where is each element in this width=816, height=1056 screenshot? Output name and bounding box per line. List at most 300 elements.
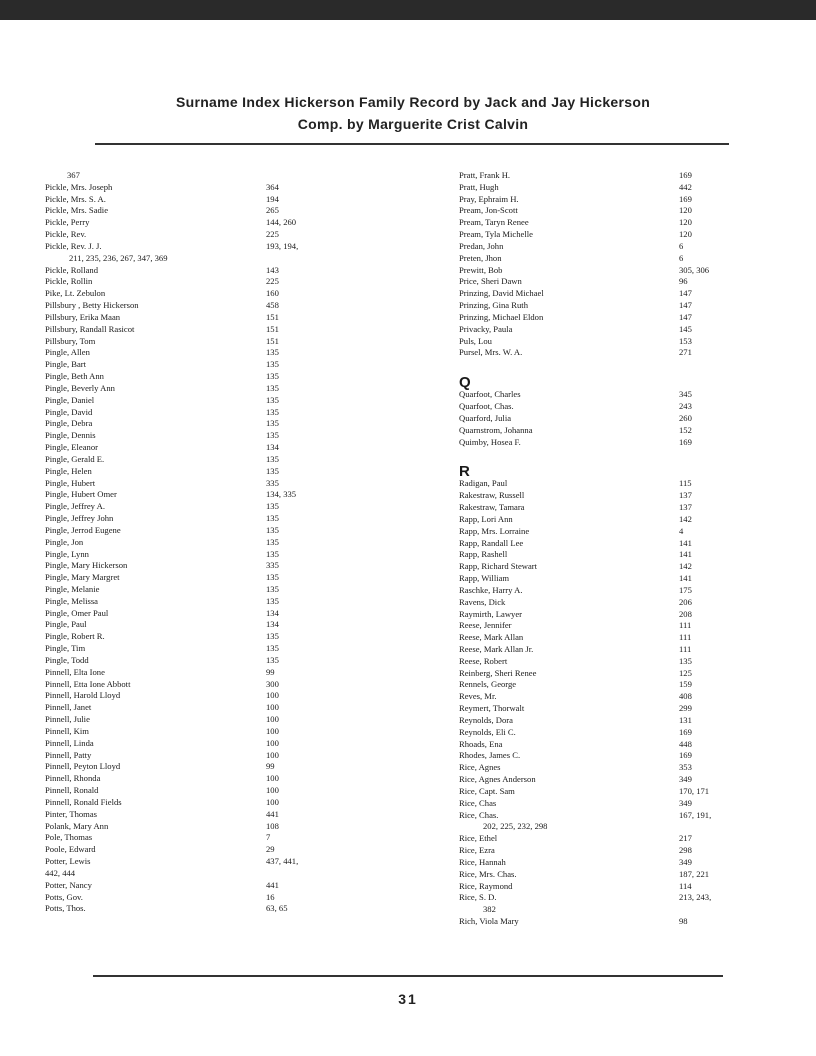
- entry-name: Rice, Hannah: [459, 856, 506, 867]
- entry-name: Pingle, Paul: [45, 619, 87, 630]
- index-entry: [45, 856, 395, 868]
- entry-pages: 115: [679, 478, 692, 489]
- entry-name: Pream, Jon-Scott: [459, 205, 518, 216]
- entry-pages: 213, 243,: [679, 892, 712, 903]
- index-entry: [45, 359, 395, 371]
- index-entry: [459, 916, 779, 928]
- entry-pages: 111: [679, 632, 692, 643]
- index-entry: [459, 514, 779, 526]
- index-entry: [459, 502, 779, 514]
- index-entry: [459, 389, 779, 401]
- entry-name: Pingle, Omer Paul: [45, 607, 109, 618]
- entry-name: Pingle, Allen: [45, 347, 90, 358]
- entry-pages: 100: [266, 725, 279, 736]
- entry-pages: 7: [266, 832, 271, 843]
- entry-pages: 145: [679, 323, 692, 334]
- index-entry: [45, 679, 395, 691]
- entry-name: Pingle, David: [45, 406, 93, 417]
- index-entry: [45, 513, 395, 525]
- index-entry: [459, 347, 779, 359]
- entry-pages: 120: [679, 205, 692, 216]
- entry-name: Reynolds, Dora: [459, 714, 513, 725]
- entry-pages: 135: [266, 382, 279, 393]
- entry-name: Rich, Viola Mary: [459, 916, 519, 927]
- index-entry: [45, 324, 395, 336]
- entry-pages: 135: [266, 359, 279, 370]
- entry-pages: 135: [679, 655, 692, 666]
- entry-name: Prinzing, Michael Eldon: [459, 311, 544, 322]
- index-entry: [459, 217, 779, 229]
- entry-pages: 271: [679, 347, 692, 358]
- entry-name: Pingle, Jeffrey A.: [45, 501, 105, 512]
- entry-name: Rapp, Mrs. Lorraine: [459, 525, 530, 536]
- entry-pages: 114: [679, 880, 692, 891]
- entry-pages: 335: [266, 560, 279, 571]
- index-entry: [45, 407, 395, 419]
- entry-name: Quarfoot, Charles: [459, 389, 521, 400]
- entry-pages: 135: [266, 548, 279, 559]
- entry-pages: 120: [679, 217, 692, 228]
- entry-pages: 135: [266, 572, 279, 583]
- entry-name: Prinzing, Gina Ruth: [459, 300, 528, 311]
- entry-pages: 135: [266, 654, 279, 665]
- entry-name: Rapp, Richard Stewart: [459, 561, 538, 572]
- entry-pages: 144, 260: [266, 217, 297, 228]
- entry-pages: 135: [266, 513, 279, 524]
- entry-pages: 169: [679, 193, 692, 204]
- index-entry: [45, 797, 395, 809]
- entry-pages: 206: [679, 596, 692, 607]
- index-entry: [45, 584, 395, 596]
- entry-name: Rice, Mrs. Chas.: [459, 868, 517, 879]
- entry-pages: 100: [266, 714, 279, 725]
- entry-name: Pinnell, Janet: [45, 702, 92, 713]
- entry-name: 202, 225, 232, 298: [483, 821, 548, 832]
- entry-pages: 349: [679, 856, 692, 867]
- entry-name: Reinberg, Sheri Renee: [459, 667, 537, 678]
- index-entry: [459, 312, 779, 324]
- index-entry: [45, 525, 395, 537]
- entry-pages: 111: [679, 620, 692, 631]
- index-entry: [45, 726, 395, 738]
- index-entry: [459, 276, 779, 288]
- entry-pages: 151: [266, 311, 279, 322]
- entry-name: Pinnell, Peyton Lloyd: [45, 761, 121, 772]
- index-entry: [459, 182, 779, 194]
- entry-pages: 6: [679, 252, 684, 263]
- entry-name: Potts, Gov.: [45, 891, 83, 902]
- index-entry: [459, 904, 779, 916]
- entry-name: Pingle, Robert R.: [45, 631, 105, 642]
- entry-name: Pingle, Todd: [45, 654, 89, 665]
- index-entry: [459, 336, 779, 348]
- entry-pages: 152: [679, 424, 692, 435]
- index-entry: [459, 774, 779, 786]
- entry-pages: 100: [266, 749, 279, 760]
- entry-pages: 147: [679, 288, 692, 299]
- index-entry: [45, 194, 395, 206]
- entry-name: 367: [67, 170, 80, 180]
- entry-pages: 100: [266, 737, 279, 748]
- index-entry: [45, 821, 395, 833]
- index-entry: [459, 194, 779, 206]
- entry-pages: 442: [679, 181, 692, 192]
- entry-pages: 194: [266, 193, 279, 204]
- entry-name: Pratt, Hugh: [459, 181, 499, 192]
- entry-name: Reese, Robert: [459, 655, 508, 666]
- entry-pages: 143: [266, 264, 279, 275]
- entry-pages: 135: [266, 453, 279, 464]
- index-entry: [459, 810, 779, 822]
- index-entry: [45, 276, 395, 288]
- entry-name: Pingle, Dennis: [45, 430, 96, 441]
- entry-name: Pingle, Daniel: [45, 394, 95, 405]
- index-entry: [459, 538, 779, 550]
- entry-name: Pingle, Beverly Ann: [45, 382, 115, 393]
- index-entry: [459, 833, 779, 845]
- entry-pages: 408: [679, 691, 692, 702]
- entry-pages: 135: [266, 536, 279, 547]
- entry-name: Pickle, Mrs. S. A.: [45, 193, 106, 204]
- entry-name: Pratt, Frank H.: [459, 170, 511, 180]
- entry-pages: 135: [266, 524, 279, 535]
- index-entry: [45, 395, 395, 407]
- entry-pages: 141: [679, 537, 692, 548]
- entry-name: Raschke, Harry A.: [459, 584, 523, 595]
- entry-name: Radigan, Paul: [459, 478, 508, 489]
- index-entry: [459, 585, 779, 597]
- index-entry: [459, 170, 779, 182]
- index-entry: [45, 205, 395, 217]
- entry-pages: 99: [266, 761, 275, 772]
- index-entry: [459, 229, 779, 241]
- index-entry: [459, 750, 779, 762]
- entry-name: Quimby, Hosea F.: [459, 436, 521, 447]
- entry-pages: 169: [679, 750, 692, 761]
- index-entry: [45, 170, 395, 182]
- index-entry: [45, 714, 395, 726]
- entry-pages: 135: [266, 583, 279, 594]
- entry-name: Pream, Tyla Michelle: [459, 229, 533, 240]
- scan-top-border: [0, 0, 816, 20]
- entry-name: Pinnell, Kim: [45, 725, 89, 736]
- index-entry: [459, 668, 779, 680]
- entry-pages: 225: [266, 276, 279, 287]
- index-entry: [45, 489, 395, 501]
- entry-name: Potter, Nancy: [45, 879, 92, 890]
- index-entry: [459, 437, 779, 449]
- index-entry: [459, 413, 779, 425]
- index-entry: [45, 383, 395, 395]
- entry-pages: 135: [266, 347, 279, 358]
- index-entry: [45, 229, 395, 241]
- entry-pages: 135: [266, 631, 279, 642]
- entry-name: Reymert, Thorwalt: [459, 703, 525, 714]
- entry-name: Pingle, Debra: [45, 418, 93, 429]
- entry-name: Pillsbury, Tom: [45, 335, 96, 346]
- entry-pages: 265: [266, 205, 279, 216]
- entry-name: 211, 235, 236, 267, 347, 369: [69, 252, 168, 263]
- index-entry: [45, 572, 395, 584]
- entry-name: Preten, Jhon: [459, 252, 502, 263]
- entry-pages: 147: [679, 311, 692, 322]
- entry-pages: 141: [679, 549, 692, 560]
- entry-name: Pickle, Mrs. Sadie: [45, 205, 109, 216]
- entry-pages: 300: [266, 678, 279, 689]
- letter-heading-label: R: [459, 463, 470, 481]
- entry-pages: 169: [679, 170, 692, 180]
- index-entry: [459, 324, 779, 336]
- entry-name: Pickle, Rev. J. J.: [45, 240, 102, 251]
- entry-name: Pillsbury , Betty Hickerson: [45, 300, 139, 311]
- index-column-right: [459, 170, 779, 928]
- index-entry: [459, 632, 779, 644]
- index-entry: [45, 809, 395, 821]
- header-rule: [95, 143, 729, 145]
- entry-name: Pingle, Helen: [45, 465, 92, 476]
- entry-pages: 135: [266, 430, 279, 441]
- entry-pages: 135: [266, 418, 279, 429]
- entry-pages: 142: [679, 561, 692, 572]
- index-entry: [459, 620, 779, 632]
- index-entry: [45, 903, 395, 915]
- index-entry: [459, 425, 779, 437]
- index-column-left: [45, 170, 395, 915]
- entry-pages: 217: [679, 833, 692, 844]
- entry-pages: 98: [679, 916, 688, 927]
- entry-pages: 208: [679, 608, 692, 619]
- entry-pages: 160: [266, 288, 279, 299]
- entry-pages: 243: [679, 401, 692, 412]
- index-entry: [45, 241, 395, 253]
- entry-pages: 159: [679, 679, 692, 690]
- index-entry: [459, 715, 779, 727]
- index-entry: [459, 478, 779, 490]
- index-entry: [45, 336, 395, 348]
- entry-name: Pinnell, Rhonda: [45, 773, 101, 784]
- index-entry: [45, 702, 395, 714]
- entry-pages: 100: [266, 796, 279, 807]
- entry-name: Pingle, Lynn: [45, 548, 89, 559]
- entry-pages: 441: [266, 808, 279, 819]
- entry-name: Quarfoot, Chas.: [459, 401, 514, 412]
- entry-pages: 151: [266, 323, 279, 334]
- index-entry: [459, 679, 779, 691]
- entry-name: Rapp, William: [459, 573, 510, 584]
- entry-pages: 441: [266, 879, 279, 890]
- index-entry: [459, 359, 779, 371]
- index-entry: [459, 691, 779, 703]
- entry-name: Potter, Lewis: [45, 856, 91, 867]
- entry-pages: 167, 191,: [679, 809, 712, 820]
- entry-pages: 458: [266, 300, 279, 311]
- entry-name: Pickle, Rolland: [45, 264, 98, 275]
- entry-name: Rakestraw, Tamara: [459, 502, 525, 513]
- entry-name: Pingle, Melanie: [45, 583, 100, 594]
- entry-name: Pinnell, Julie: [45, 714, 90, 725]
- entry-name: Quarford, Julia: [459, 412, 512, 423]
- index-entry: [45, 832, 395, 844]
- entry-name: Pickle, Perry: [45, 217, 90, 228]
- entry-pages: 100: [266, 702, 279, 713]
- index-entry: [45, 868, 395, 880]
- index-entry: [45, 478, 395, 490]
- entry-pages: 225: [266, 229, 279, 240]
- index-entry: [459, 762, 779, 774]
- index-entry: [459, 727, 779, 739]
- entry-name: Pole, Thomas: [45, 832, 93, 843]
- index-entry: [459, 401, 779, 413]
- index-entry: [45, 217, 395, 229]
- index-entry: [459, 821, 779, 833]
- index-entry: [45, 265, 395, 277]
- entry-name: Pream, Taryn Renee: [459, 217, 529, 228]
- entry-name: Pingle, Hubert: [45, 477, 96, 488]
- index-entry: [459, 644, 779, 656]
- index-entry: [45, 430, 395, 442]
- entry-pages: 4: [679, 525, 684, 536]
- entry-name: Reese, Mark Allan Jr.: [459, 643, 534, 654]
- entry-name: Puls, Lou: [459, 335, 492, 346]
- entry-pages: 349: [679, 797, 692, 808]
- entry-name: Pingle, Mary Margret: [45, 572, 120, 583]
- entry-name: Pinnell, Patty: [45, 749, 92, 760]
- entry-name: Rakestraw, Russell: [459, 490, 525, 501]
- index-entry: [459, 549, 779, 561]
- page-number: 31: [398, 991, 418, 1007]
- index-entry: [45, 667, 395, 679]
- entry-name: Reynolds, Eli C.: [459, 726, 516, 737]
- entry-pages: 135: [266, 406, 279, 417]
- entry-name: Rice, Agnes Anderson: [459, 774, 536, 785]
- index-entry: [459, 253, 779, 265]
- entry-pages: 142: [679, 513, 692, 524]
- entry-name: Pickle, Rev.: [45, 229, 87, 240]
- entry-name: Raymirth, Lawyer: [459, 608, 523, 619]
- index-entry: [45, 549, 395, 561]
- index-entry: [45, 608, 395, 620]
- entry-pages: 141: [679, 573, 692, 584]
- entry-pages: 448: [679, 738, 692, 749]
- index-entry: [459, 597, 779, 609]
- entry-name: Pingle, Jon: [45, 536, 84, 547]
- entry-pages: 6: [679, 240, 684, 251]
- index-entry: [459, 857, 779, 869]
- entry-pages: 298: [679, 845, 692, 856]
- entry-pages: 135: [266, 643, 279, 654]
- entry-name: Rice, Raymond: [459, 880, 513, 891]
- entry-name: Potts, Thos.: [45, 903, 86, 914]
- entry-name: Rice, S. D.: [459, 892, 497, 903]
- entry-name: Rhoads, Ena: [459, 738, 503, 749]
- entry-pages: 335: [266, 477, 279, 488]
- entry-name: Pinnell, Ronald: [45, 785, 99, 796]
- index-entry: [45, 288, 395, 300]
- index-entry: [459, 845, 779, 857]
- entry-name: Rennels, George: [459, 679, 517, 690]
- entry-pages: 135: [266, 394, 279, 405]
- entry-pages: 125: [679, 667, 692, 678]
- index-entry: [45, 631, 395, 643]
- entry-name: Prewitt, Bob: [459, 264, 503, 275]
- index-entry: [459, 561, 779, 573]
- entry-pages: 134: [266, 619, 279, 630]
- index-entry: [45, 466, 395, 478]
- entry-name: Pickle, Mrs. Joseph: [45, 181, 113, 192]
- entry-pages: 29: [266, 844, 275, 855]
- entry-name: Reves, Mr.: [459, 691, 497, 702]
- entry-name: Pray, Ephraim H.: [459, 193, 519, 204]
- index-entry: [45, 761, 395, 773]
- index-entry: [45, 347, 395, 359]
- entry-name: Rice, Chas: [459, 797, 497, 808]
- entry-name: Predan, John: [459, 240, 504, 251]
- entry-pages: 353: [679, 762, 692, 773]
- entry-name: Pinnell, Elta Ione: [45, 666, 105, 677]
- index-entry: [459, 300, 779, 312]
- entry-pages: 108: [266, 820, 279, 831]
- index-entry: [459, 241, 779, 253]
- entry-pages: 187, 221: [679, 868, 710, 879]
- index-entry: [45, 785, 395, 797]
- index-entry: [45, 892, 395, 904]
- index-entry: [45, 880, 395, 892]
- index-entry: [45, 442, 395, 454]
- entry-name: Pingle, Jerrod Eugene: [45, 524, 121, 535]
- entry-pages: 153: [679, 335, 692, 346]
- entry-name: Pinnell, Linda: [45, 737, 94, 748]
- letter-heading: [459, 460, 779, 481]
- entry-name: Pingle, Mary Hickerson: [45, 560, 128, 571]
- entry-pages: 134: [266, 607, 279, 618]
- entry-pages: 135: [266, 371, 279, 382]
- entry-pages: 100: [266, 785, 279, 796]
- entry-name: Pingle, Bart: [45, 359, 87, 370]
- entry-name: Pinnell, Etta Ione Abbott: [45, 678, 131, 689]
- index-entry: [45, 643, 395, 655]
- entry-pages: 364: [266, 181, 279, 192]
- entry-pages: 169: [679, 726, 692, 737]
- entry-pages: 111: [679, 643, 692, 654]
- entry-name: Pillsbury, Randall Rasicot: [45, 323, 135, 334]
- index-entry: [459, 288, 779, 300]
- entry-pages: 135: [266, 465, 279, 476]
- entry-name: Rapp, Rashell: [459, 549, 508, 560]
- index-entry: [45, 690, 395, 702]
- page-title: Surname Index Hickerson Family Record by Jack and Jay Hickerson: [175, 94, 651, 110]
- entry-name: Pinter, Thomas: [45, 808, 98, 819]
- entry-name: Pingle, Hubert Omer: [45, 489, 117, 500]
- index-entry: [45, 182, 395, 194]
- entry-pages: 169: [679, 436, 692, 447]
- entry-name: Pingle, Melissa: [45, 595, 98, 606]
- index-entry: [459, 881, 779, 893]
- entry-pages: 137: [679, 502, 692, 513]
- entry-pages: 175: [679, 584, 692, 595]
- index-entry: [459, 526, 779, 538]
- index-entry: [459, 656, 779, 668]
- index-entry: [45, 454, 395, 466]
- index-entry: [45, 844, 395, 856]
- entry-pages: 134, 335: [266, 489, 297, 500]
- entry-name: Rice, Chas.: [459, 809, 499, 820]
- entry-pages: 193, 194,: [266, 240, 299, 251]
- entry-name: Price, Sheri Dawn: [459, 276, 522, 287]
- index-entry: [459, 609, 779, 621]
- index-entry: [459, 739, 779, 751]
- index-entry: [45, 773, 395, 785]
- index-entry: [45, 738, 395, 750]
